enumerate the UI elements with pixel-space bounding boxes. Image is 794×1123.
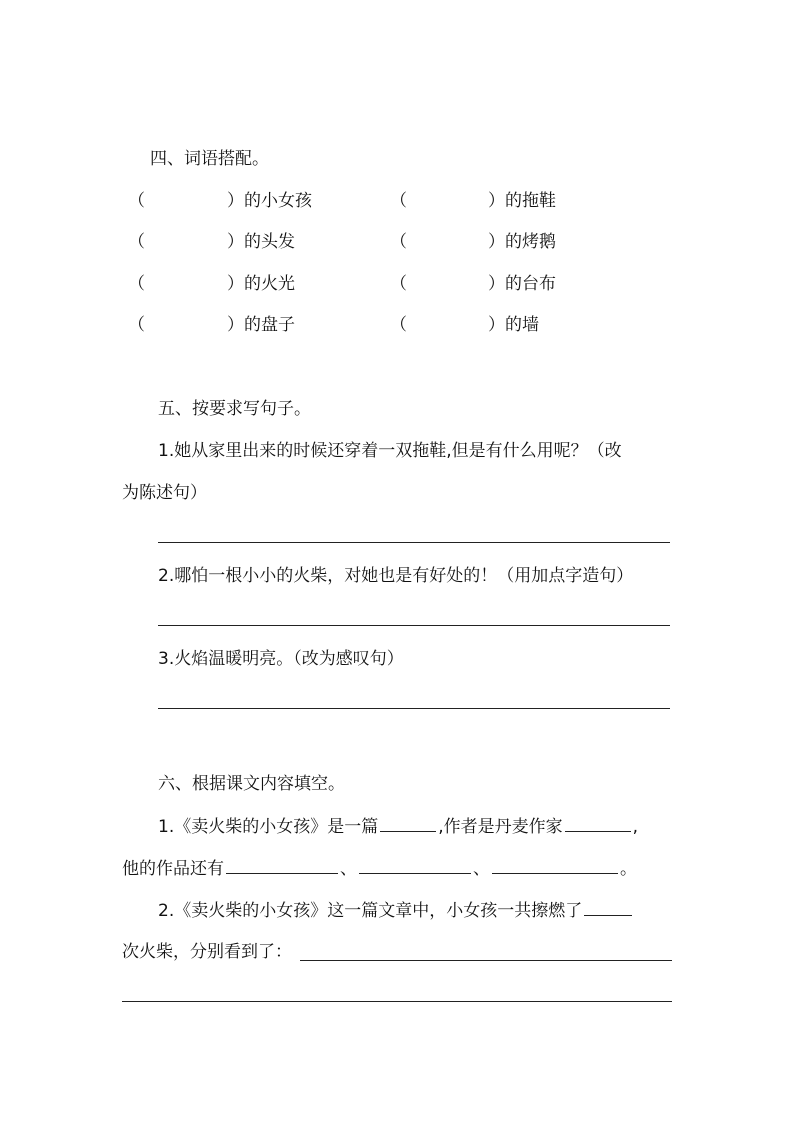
question-text: 他的作品还有 bbox=[122, 859, 224, 879]
word-match-right-label: ）的墙 bbox=[488, 315, 539, 335]
answer-line[interactable] bbox=[158, 708, 670, 709]
open-paren: （ bbox=[128, 274, 145, 294]
fill-blank[interactable] bbox=[565, 815, 631, 832]
word-match-right-label: ）的台布 bbox=[488, 274, 556, 294]
period: 。 bbox=[620, 859, 637, 879]
open-paren: （ bbox=[390, 274, 407, 294]
question-1-text: 1.她从家里出来的时候还穿着一双拖鞋,但是有什么用呢？（改 bbox=[158, 441, 622, 461]
word-match-left-label: ）的小女孩 bbox=[227, 191, 312, 211]
open-paren: （ bbox=[128, 315, 145, 335]
word-match-left-label: ）的盘子 bbox=[227, 315, 295, 335]
open-paren: （ bbox=[390, 315, 407, 335]
fill-blank[interactable] bbox=[226, 857, 338, 874]
question-1-text-continued: 为陈述句） bbox=[122, 483, 207, 503]
open-paren: （ bbox=[390, 232, 407, 252]
answer-line[interactable] bbox=[158, 542, 670, 543]
fill-question-1-continued bbox=[122, 857, 637, 880]
fill-question-2 bbox=[158, 899, 634, 922]
question-text: , bbox=[632, 817, 639, 837]
section-6-heading: 六、根据课文内容填空。 bbox=[158, 774, 345, 794]
fill-blank[interactable] bbox=[359, 857, 471, 874]
fill-question-2-continued bbox=[122, 941, 292, 963]
open-paren: （ bbox=[128, 232, 145, 252]
separator: 、 bbox=[340, 859, 357, 879]
fill-question-1 bbox=[158, 815, 638, 838]
question-2-text: 2.哪怕一根小小的火柴，对她也是有好处的！（用加点字造句） bbox=[158, 566, 634, 586]
question-text: 1.《卖火柴的小女孩》是一篇 bbox=[158, 817, 379, 837]
fill-blank[interactable] bbox=[380, 815, 436, 832]
question-text: 次火柴，分别看到了： bbox=[122, 942, 292, 962]
word-match-right-label: ）的烤鹅 bbox=[488, 232, 556, 252]
question-3-text: 3.火焰温暖明亮。（改为感叹句） bbox=[158, 649, 404, 669]
answer-line[interactable] bbox=[122, 1001, 672, 1002]
section-4-heading: 四、词语搭配。 bbox=[150, 149, 269, 169]
word-match-left-label: ）的头发 bbox=[227, 232, 295, 252]
fill-blank[interactable] bbox=[584, 899, 632, 916]
separator: 、 bbox=[473, 859, 490, 879]
word-match-left-label: ）的火光 bbox=[227, 274, 295, 294]
section-5-heading: 五、按要求写句子。 bbox=[158, 399, 311, 419]
open-paren: （ bbox=[128, 191, 145, 211]
answer-line[interactable] bbox=[158, 625, 670, 626]
open-paren: （ bbox=[390, 191, 407, 211]
question-text: 2.《卖火柴的小女孩》这一篇文章中，小女孩一共擦燃了 bbox=[158, 901, 583, 921]
fill-blank[interactable] bbox=[492, 857, 618, 874]
question-text: ,作者是丹麦作家 bbox=[438, 817, 563, 837]
word-match-right-label: ）的拖鞋 bbox=[488, 191, 556, 211]
answer-line[interactable] bbox=[300, 960, 672, 961]
